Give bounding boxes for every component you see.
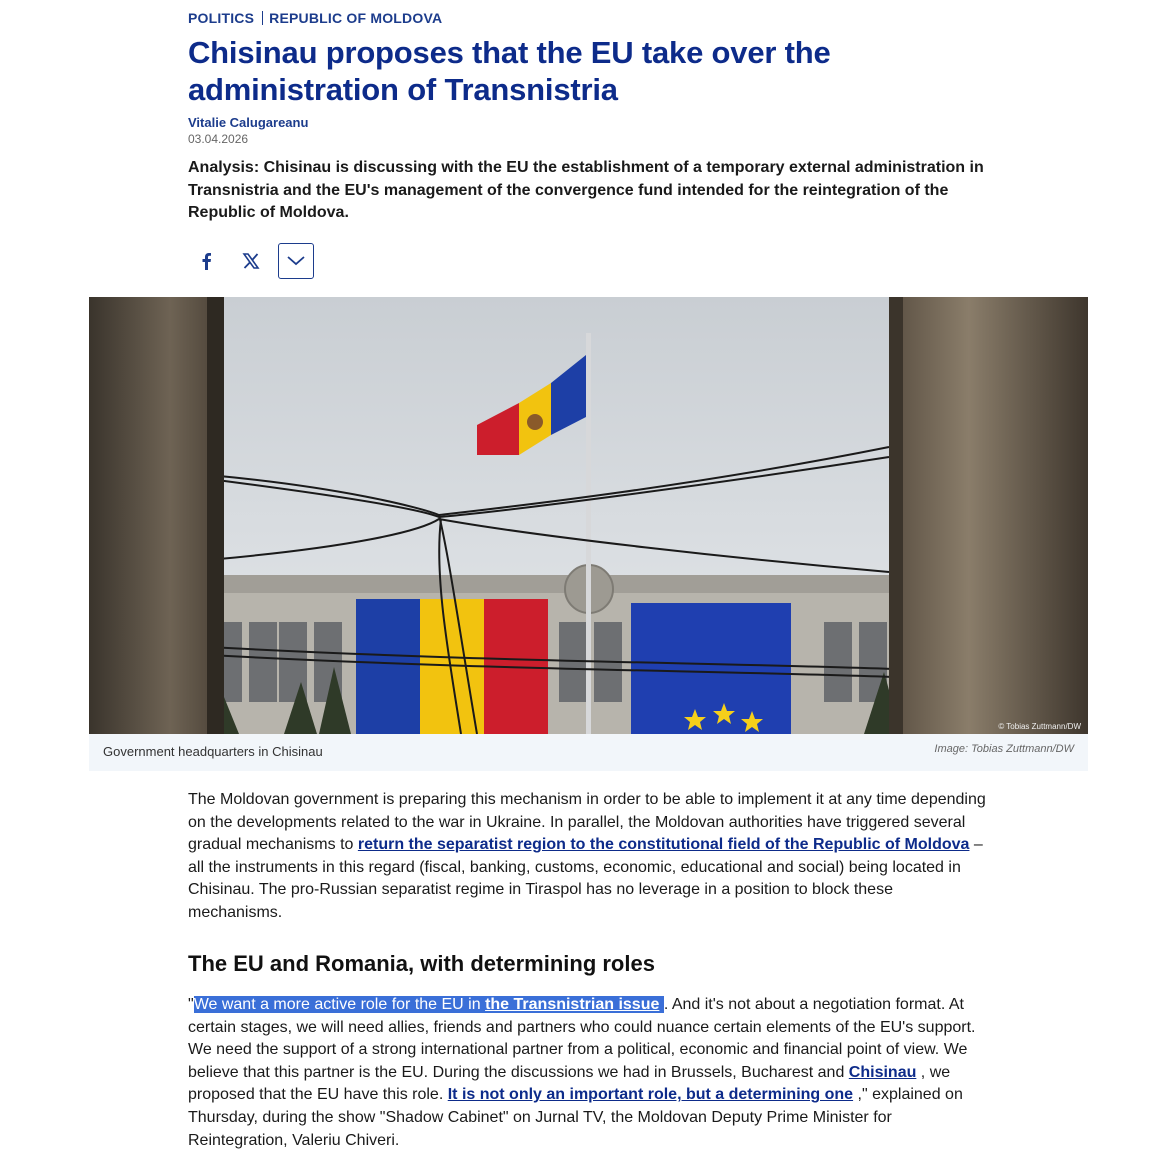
- paragraph-text: – all the instruments in this regard (fiscal, banking, customs, economic, educational and social) being located in Chisinau. The pro-Russian separatist regime in Tiraspol has no leverage in a position to block these mechanisms.: [188, 836, 983, 921]
- section-heading: The EU and Romania, with determining roles: [188, 951, 655, 976]
- kicker-section-link[interactable]: POLITICS: [188, 10, 255, 26]
- article-title: Chisinau proposes that the EU take over the administration of Transnistria: [188, 35, 831, 107]
- transnistrian-issue-link[interactable]: the Transnistrian issue: [485, 996, 660, 1013]
- kicker-divider: [262, 11, 263, 25]
- publish-date: 03.04.2026: [188, 132, 249, 146]
- chevron-down-icon: [286, 255, 306, 267]
- figure-credit: Image: Tobias Zuttmann/DW: [934, 743, 1074, 755]
- x-share-button[interactable]: [233, 243, 269, 279]
- determining-role-link[interactable]: It is not only an important role, but a determining one: [447, 1086, 854, 1104]
- constitutional-field-link[interactable]: return the separatist region to the constitutional field of the Republic of Moldova: [357, 836, 970, 854]
- selected-text: [194, 996, 664, 1013]
- quote-mark: ": [188, 996, 194, 1013]
- x-icon: [242, 252, 260, 270]
- article-kicker: [188, 10, 988, 26]
- article-figure: [89, 297, 1088, 771]
- paragraph-text: . And it's not about a negotiation format. At certain stages, we will need allies, friends and partners who could nuance certain elements of the EU's support. We need the support of a strong international partner from a political, economic and financial point of view. We believe that this partner is the EU. During the discussions we had in Brussels, Bucharest and: [188, 996, 976, 1081]
- photo-illustration: [89, 297, 1088, 734]
- article-paragraph: [188, 789, 988, 925]
- paragraph-text: ," explained on Thursday, during the show "Shadow Cabinet" on Jurnal TV, the Moldovan Deputy Prime Minister for Reintegration, Valeriu Chiveri.: [188, 1086, 963, 1149]
- paragraph-text: The Moldovan government is preparing this mechanism in order to be able to implement it at any time depending on the developments related to the war in Ukraine. In parallel, the Moldovan authorities have triggered several gradual mechanisms to: [188, 791, 986, 854]
- article-paragraph: [188, 994, 988, 1152]
- photo-watermark: © Tobias Zuttmann/DW: [998, 722, 1081, 731]
- paragraph-text: , we proposed that the EU have this role.: [188, 1063, 951, 1104]
- more-share-options-button[interactable]: [278, 243, 314, 279]
- article-photo[interactable]: [89, 297, 1088, 734]
- selected-text-part: We want a more active role for the EU in: [193, 996, 486, 1013]
- facebook-icon: [199, 252, 213, 270]
- facebook-share-button[interactable]: [188, 243, 224, 279]
- kicker-region-link[interactable]: REPUBLIC OF MOLDOVA: [269, 10, 443, 26]
- chisinau-link[interactable]: Chisinau: [848, 1063, 917, 1081]
- share-bar: [188, 243, 988, 279]
- article-lead: Analysis: Chisinau is discussing with the EU the establishment of a temporary external administration in Transnistria and the EU's management of the convergence fund intended for the reintegration of the Republic of Moldova.: [188, 159, 984, 221]
- author-link[interactable]: Vitalie Calugareanu: [188, 115, 309, 130]
- figure-caption: Government headquarters in Chisinau: [103, 744, 323, 759]
